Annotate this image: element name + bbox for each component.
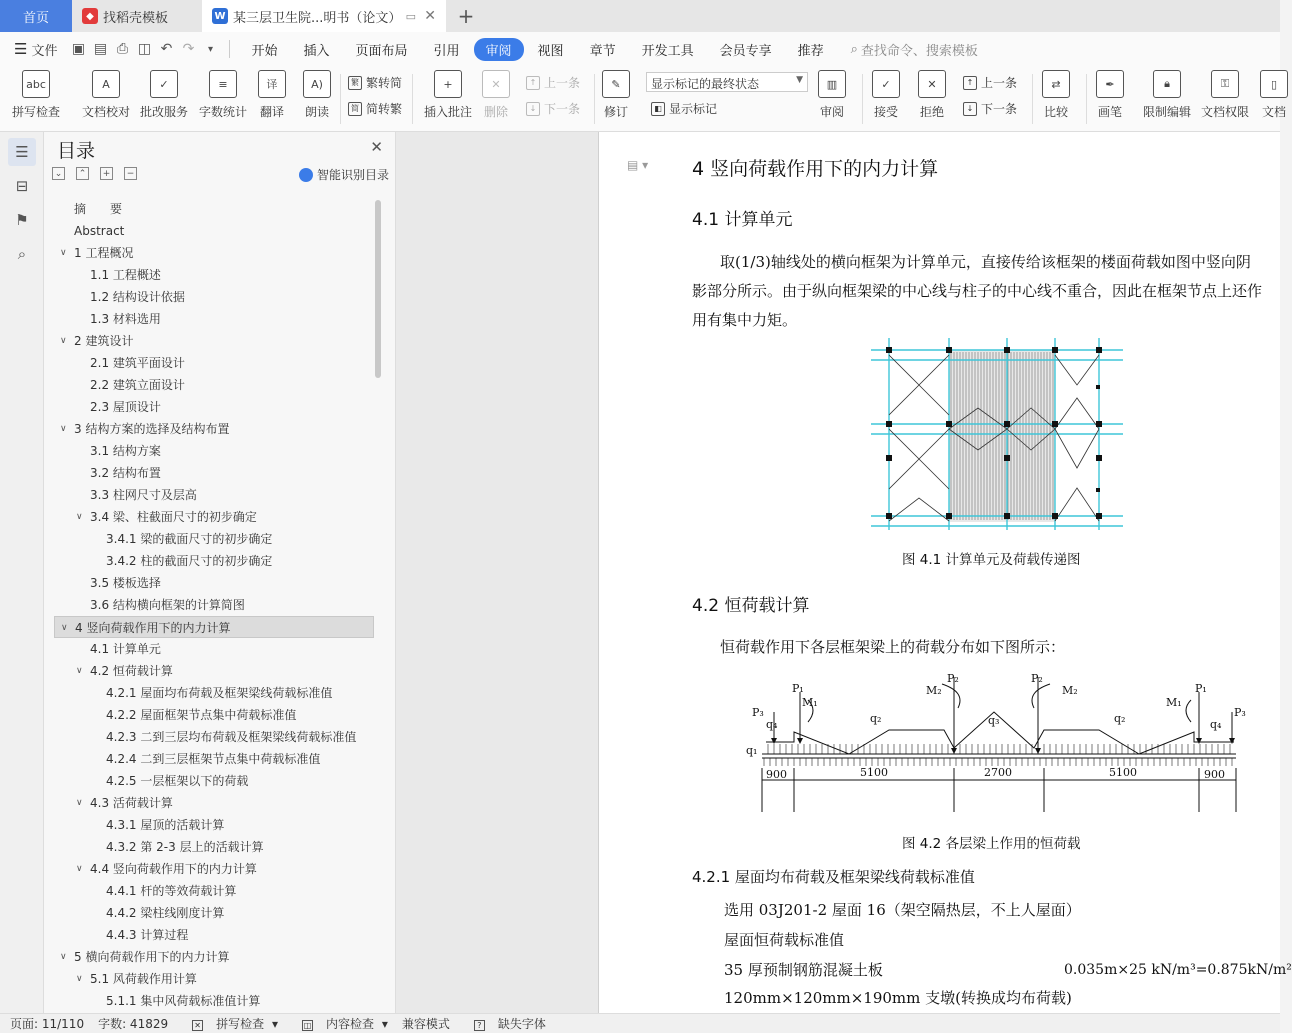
lock-icon: 🔒︎ <box>1153 70 1181 98</box>
toc-item[interactable] <box>54 198 374 220</box>
remove-icon[interactable]: − <box>124 167 137 180</box>
toc-panel-icon[interactable]: ☰ <box>8 138 36 166</box>
toc-item[interactable] <box>54 858 374 880</box>
trad-conv-label: 繁转简 <box>366 76 403 90</box>
heading-4-1: 4.1 计算单元 <box>692 210 793 230</box>
dim-label: 5100 <box>860 766 888 779</box>
toc-item[interactable] <box>54 616 374 638</box>
p2-label: P₂ <box>1031 672 1043 685</box>
command-search-placeholder: 查找命令、搜索模板 <box>860 43 978 59</box>
toc-item-label: 4.2.5 一层框架以下的荷载 <box>106 774 249 788</box>
pen-icon: ✒ <box>1096 70 1124 98</box>
revise-button[interactable] <box>602 70 630 120</box>
prev-change-icon: ↑ <box>963 76 977 90</box>
toc-item-label: 1.2 结构设计依据 <box>90 290 185 304</box>
toc-item[interactable] <box>54 484 374 506</box>
divider <box>412 74 413 124</box>
file-menu[interactable] <box>14 40 57 59</box>
read-aloud-label: 朗读 <box>304 105 329 119</box>
spellcheck-status[interactable]: ✕ 拼写检查 ▾ <box>182 1015 278 1032</box>
tab-developer[interactable]: 开发工具 <box>641 43 694 59</box>
tab-home-label: 首页 <box>22 10 49 26</box>
docer-icon: ◆ <box>82 8 98 24</box>
tab-view[interactable]: 视图 <box>537 43 564 59</box>
delete-comment-label: 删除 <box>483 105 508 119</box>
toc-item-label: 4.2.4 二到三层框架节点集中荷载标准值 <box>106 752 321 766</box>
tab-home[interactable] <box>0 0 72 32</box>
doc-more-label: 文档 <box>1261 105 1286 119</box>
command-search[interactable] <box>851 40 978 59</box>
toc-item-label: 4.3 活荷载计算 <box>90 796 173 810</box>
smart-toc-label: 智能识别目录 <box>316 168 389 182</box>
spellcheck-icon: abc <box>22 70 50 98</box>
simp-to-trad-button[interactable] <box>348 100 402 117</box>
status-bar <box>0 1013 1280 1033</box>
translate-icon: 译 <box>258 70 286 98</box>
toc-item[interactable] <box>54 814 374 836</box>
toc-item[interactable] <box>54 946 374 968</box>
toc-item-label: 3.1 结构方案 <box>90 444 161 458</box>
toc-item-label: 3.4.2 柱的截面尺寸的初步确定 <box>106 554 273 568</box>
toc-item[interactable] <box>54 594 374 616</box>
toc-item[interactable] <box>54 682 374 704</box>
dead-load-diagram <box>744 672 1244 822</box>
prev-change-label: 上一条 <box>981 76 1018 90</box>
next-comment-button[interactable] <box>526 100 580 117</box>
restrict-edit-button[interactable] <box>1143 70 1191 120</box>
m2-label: M₂ <box>926 684 942 697</box>
prev-comment-button[interactable] <box>526 74 580 91</box>
chapter-nav-icon[interactable]: ⊟ <box>15 177 29 195</box>
paragraph-line: 用有集中力矩。 <box>692 311 798 329</box>
tab-document[interactable] <box>202 0 446 32</box>
search-icon: ⌕ <box>850 41 858 57</box>
tab-review[interactable]: 审阅 <box>474 38 524 61</box>
undo-icon[interactable]: ↶ <box>160 41 173 57</box>
translate-button[interactable] <box>258 70 286 120</box>
chevron-down-icon[interactable]: ∨ <box>60 424 67 434</box>
toc-item-label: 4.1 计算单元 <box>90 642 161 656</box>
doc-permission-label: 文档权限 <box>1201 105 1250 119</box>
file-menu-label: 文件 <box>31 43 58 59</box>
compare-label: 比较 <box>1043 105 1068 119</box>
toc-item[interactable] <box>54 902 374 924</box>
toc-item[interactable] <box>54 924 374 946</box>
prev-comment-label: 上一条 <box>544 76 581 90</box>
smart-toc-button[interactable] <box>299 166 389 183</box>
next-change-icon: ↓ <box>963 102 977 116</box>
m1-label: M₁ <box>802 696 818 709</box>
toc-item[interactable] <box>54 528 374 550</box>
search-icon[interactable]: ⌕ <box>17 245 27 263</box>
toc-item[interactable] <box>54 968 374 990</box>
show-markup-button[interactable] <box>651 100 717 117</box>
page-indicator[interactable]: 页面: 11/110 <box>10 1017 85 1031</box>
chevron-down-icon[interactable]: ∨ <box>76 864 83 874</box>
toc-item-label: 3.3 柱网尺寸及层高 <box>90 488 197 502</box>
q4-label: q₄ <box>1210 718 1222 731</box>
content-check-icon: ◫ <box>303 1021 312 1030</box>
chevron-down-icon[interactable]: ▾ <box>207 43 213 55</box>
toc-item-label: Abstract <box>74 224 125 238</box>
toc-item-label: 4.2.2 屋面框架节点集中荷载标准值 <box>106 708 297 722</box>
toc-item[interactable] <box>54 220 374 242</box>
comment-icon: + <box>434 70 462 98</box>
word-count-button[interactable] <box>199 70 247 120</box>
show-markup-icon: ◧ <box>651 102 665 116</box>
missing-font-icon: ? <box>474 1020 485 1031</box>
p3-label: P₃ <box>752 706 764 719</box>
add-icon[interactable]: + <box>100 167 113 180</box>
accept-label: 接受 <box>873 105 898 119</box>
compat-mode: 兼容模式 <box>401 1017 450 1031</box>
doc-proof-button[interactable] <box>82 70 130 120</box>
tab-member[interactable]: 会员专享 <box>719 43 772 59</box>
missing-font-label: 缺失字体 <box>497 1017 546 1031</box>
p2-label: P₂ <box>947 672 959 685</box>
toc-item-label: 4.4 竖向荷载作用下的内力计算 <box>90 862 257 876</box>
divider <box>229 40 230 58</box>
pen-button[interactable] <box>1096 70 1124 120</box>
m1-label: M₁ <box>1166 696 1182 709</box>
toc-item-label: 5.1 风荷载作用计算 <box>90 972 197 986</box>
toc-item-label: 4.4.1 杆的等效荷载计算 <box>106 884 237 898</box>
reject-label: 拒绝 <box>919 105 944 119</box>
tab-bar <box>0 0 1280 32</box>
toc-item[interactable] <box>54 506 374 528</box>
simp-conv-label: 简转繁 <box>366 102 403 116</box>
toc-item-label: 2.3 屋顶设计 <box>90 400 161 414</box>
divider <box>340 74 341 124</box>
doc-permission-icon: ⚿ <box>1211 70 1239 98</box>
chevron-down-icon[interactable]: ∨ <box>76 512 83 522</box>
revise-icon: ✎ <box>602 70 630 98</box>
paragraph-line: 35 厚预制钢筋混凝土板 <box>724 961 883 979</box>
divider <box>862 74 863 124</box>
paragraph-line: 恒荷载作用下各层框架梁上的荷载分布如下图所示： <box>720 638 1066 656</box>
toc-item[interactable] <box>54 836 374 858</box>
heading-4-2-1: 4.2.1 屋面均布荷载及框架梁线荷载标准值 <box>692 868 975 886</box>
trad-to-simp-button[interactable] <box>348 74 402 91</box>
prev-change-button[interactable] <box>963 74 1017 91</box>
heading-chapter-4: 4 竖向荷载作用下的内力计算 <box>692 158 939 180</box>
paragraph-line: 影部分所示。由于纵向框架梁的中心线与柱子的中心线不重合，因此在框架节点上还作 <box>692 282 1263 300</box>
heading-4-2: 4.2 恒荷载计算 <box>692 596 810 616</box>
wps-writer-icon: W <box>212 8 228 24</box>
chevron-down-icon[interactable]: ∨ <box>60 336 67 346</box>
dim-label: 5100 <box>1109 766 1137 779</box>
simp-trad-icon: 简 <box>348 102 362 116</box>
toc-item[interactable] <box>54 418 374 440</box>
chevron-down-icon[interactable]: ∨ <box>76 798 83 808</box>
toc-item[interactable] <box>54 726 374 748</box>
dim-label: 900 <box>766 768 787 781</box>
toc-item[interactable] <box>54 638 374 660</box>
tab-layout[interactable]: 页面布局 <box>355 43 408 59</box>
toc-item-label: 3.4 梁、柱截面尺寸的初步确定 <box>90 510 257 524</box>
toc-item[interactable] <box>54 440 374 462</box>
hamburger-icon: ☰ <box>14 40 28 58</box>
word-count-icon: ≡ <box>209 70 237 98</box>
toc-item[interactable] <box>54 770 374 792</box>
tab-section[interactable]: 章节 <box>589 43 616 59</box>
q2-label: q₂ <box>870 712 882 725</box>
spellcheck-label: 拼写检查 <box>12 105 61 119</box>
collapse-icon[interactable]: ⌄ <box>52 167 65 180</box>
print-preview-icon[interactable]: ◫ <box>137 41 152 57</box>
toc-item-label: 4.2.1 屋面均布荷载及框架梁线荷载标准值 <box>106 686 333 700</box>
toc-item-label: 4.4.2 梁柱线刚度计算 <box>106 906 225 920</box>
review-pane-label: 审阅 <box>819 105 844 119</box>
tab-insert[interactable]: 插入 <box>303 43 330 59</box>
reject-button[interactable] <box>918 70 946 120</box>
toc-item-label: 2 建筑设计 <box>74 334 134 348</box>
print-icon[interactable]: ⎙ <box>116 41 129 57</box>
read-aloud-icon: A) <box>303 70 331 98</box>
toc-item[interactable] <box>54 704 374 726</box>
review-pane-icon: ▥ <box>818 70 846 98</box>
window-icon[interactable]: ▭ <box>405 9 416 23</box>
toc-item-label: 3 结构方案的选择及结构布置 <box>74 422 230 436</box>
doc-more-button[interactable] <box>1260 70 1288 120</box>
review-ribbon <box>0 66 1286 132</box>
toc-item-label: 2.1 建筑平面设计 <box>90 356 185 370</box>
delete-comment-button[interactable] <box>482 70 510 120</box>
prev-comment-icon: ↑ <box>526 76 540 90</box>
reject-icon: ✕ <box>918 70 946 98</box>
read-aloud-button[interactable] <box>303 70 331 120</box>
toc-item[interactable] <box>54 550 374 572</box>
load-transfer-plan-figure <box>871 338 1123 530</box>
bookmark-icon[interactable]: ⚑ <box>15 211 29 229</box>
next-comment-label: 下一条 <box>544 102 581 116</box>
divider <box>1032 74 1033 124</box>
toc-item-label: 1 工程概况 <box>74 246 134 260</box>
doc-proof-label: 文档校对 <box>82 105 131 119</box>
next-comment-icon: ↓ <box>526 102 540 116</box>
spellcheck-button[interactable] <box>12 70 60 120</box>
revise-label: 修订 <box>603 105 628 119</box>
tab-template[interactable] <box>72 0 202 32</box>
tab-reference[interactable]: 引用 <box>433 43 460 59</box>
insert-comment-button[interactable] <box>424 70 472 120</box>
document-page[interactable] <box>598 132 1292 1013</box>
tab-start[interactable]: 开始 <box>251 43 278 59</box>
toc-item-label: 4.3.1 屋顶的活载计算 <box>106 818 225 832</box>
toc-item[interactable] <box>54 374 374 396</box>
accept-button[interactable] <box>872 70 900 120</box>
toc-item-label: 2.2 建筑立面设计 <box>90 378 185 392</box>
chevron-down-icon[interactable]: ∨ <box>76 974 83 984</box>
toc-title: 目录 <box>57 140 96 162</box>
toc-item-label: 3.2 结构布置 <box>90 466 161 480</box>
redo-icon[interactable]: ↷ <box>182 41 195 57</box>
markup-state-select[interactable] <box>646 72 808 92</box>
figure-4-1-caption: 图 4.1 计算单元及荷载传递图 <box>902 552 1081 568</box>
p1-label: P₁ <box>792 682 804 695</box>
toc-item[interactable] <box>54 352 374 374</box>
toc-item-label: 5 横向荷载作用下的内力计算 <box>74 950 230 964</box>
toc-item-label: 4.2 恒荷载计算 <box>90 664 173 678</box>
expand-icon[interactable]: ⌃ <box>76 167 89 180</box>
spellcheck-status-label: 拼写检查 <box>216 1017 265 1031</box>
divider <box>1086 74 1087 124</box>
doc-icon: ▯ <box>1260 70 1288 98</box>
toc-item[interactable] <box>54 330 374 352</box>
chevron-down-icon[interactable]: ∨ <box>60 248 67 258</box>
tab-recommend[interactable]: 推荐 <box>797 43 824 59</box>
paragraph-line: 选用 03J201-2 屋面 16（架空隔热层，不上人屋面） <box>724 901 1081 919</box>
paragraph-line: 屋面恒荷载标准值 <box>724 931 845 949</box>
chevron-down-icon: ▼ <box>796 75 803 85</box>
batch-review-icon: ✓ <box>150 70 178 98</box>
q4-label: q₄ <box>766 718 778 731</box>
compare-button[interactable] <box>1042 70 1070 120</box>
save-icon[interactable]: ▣ <box>71 41 86 57</box>
export-pdf-icon[interactable]: ▤ <box>93 41 108 57</box>
smart-icon <box>299 168 313 182</box>
toc-item-label: 1.3 材料选用 <box>90 312 161 326</box>
review-pane-button[interactable] <box>818 70 846 120</box>
content-check-label: 内容检查 <box>325 1017 374 1031</box>
word-count-label: 字数统计 <box>199 105 248 119</box>
toc-item-label: 5.1.1 集中风荷载标准值计算 <box>106 994 261 1008</box>
tab-template-label: 找稻壳模板 <box>103 10 169 26</box>
toc-item[interactable] <box>54 264 374 286</box>
batch-review-label: 批改服务 <box>140 105 189 119</box>
toc-scrollbar[interactable] <box>375 200 381 378</box>
page-gutter <box>396 132 598 1013</box>
toc-item[interactable] <box>54 748 374 770</box>
toc-item[interactable] <box>54 660 374 682</box>
q2-label: q₂ <box>1114 712 1126 725</box>
toc-item[interactable] <box>54 880 374 902</box>
paragraph-line: 取(1/3)轴线处的横向框架为计算单元，直接传给该框架的楼面荷载如图中竖向阴 <box>720 253 1251 271</box>
toc-list <box>54 198 374 1012</box>
toc-item-label: 1.1 工程概述 <box>90 268 161 282</box>
toc-panel <box>44 132 396 1013</box>
toc-item[interactable] <box>54 990 374 1012</box>
new-tab-button[interactable]: + <box>457 4 475 28</box>
word-count[interactable]: 字数: 41829 <box>98 1017 169 1031</box>
tab-document-label: 某三层卫生院...明书（论文） <box>233 10 402 26</box>
nav-rail <box>0 132 44 1013</box>
dim-label: 900 <box>1204 768 1225 781</box>
toc-item-label: 摘 要 <box>74 202 123 216</box>
paragraph-line: 120mm×120mm×190mm 支墩(转换成均布荷载) <box>724 989 1072 1007</box>
toc-item-label: 3.6 结构横向框架的计算简图 <box>90 598 245 612</box>
toc-item-label: 4 竖向荷载作用下的内力计算 <box>75 621 231 635</box>
close-icon[interactable]: ✕ <box>370 138 383 156</box>
toc-item[interactable] <box>54 308 374 330</box>
missing-font-status[interactable] <box>464 1015 550 1032</box>
toc-item[interactable] <box>54 286 374 308</box>
toc-item-label: 4.3.2 第 2-3 层上的活载计算 <box>106 840 264 854</box>
toc-item[interactable] <box>54 572 374 594</box>
toc-item-label: 3.5 楼板选择 <box>90 576 161 590</box>
divider <box>594 74 595 124</box>
insert-comment-label: 插入批注 <box>424 105 473 119</box>
m2-label: M₂ <box>1062 684 1078 697</box>
doc-permission-button[interactable] <box>1201 70 1249 120</box>
toc-item-label: 3.4.1 梁的截面尺寸的初步确定 <box>106 532 273 546</box>
next-change-button[interactable] <box>963 100 1017 117</box>
trad-simp-icon: 繁 <box>348 76 362 90</box>
toc-item[interactable] <box>54 792 374 814</box>
toc-item[interactable] <box>54 242 374 264</box>
figure-4-2-caption: 图 4.2 各层梁上作用的恒荷载 <box>902 836 1081 852</box>
q3-label: q₃ <box>988 714 1000 727</box>
toc-toolbar <box>52 167 148 180</box>
paragraph-icon[interactable]: ▤ ▾ <box>627 158 649 172</box>
show-markup-label: 显示标记 <box>669 102 718 116</box>
dim-label: 2700 <box>984 766 1012 779</box>
next-change-label: 下一条 <box>981 102 1018 116</box>
menu-bar <box>0 32 1280 66</box>
chevron-down-icon[interactable]: ∨ <box>76 666 83 676</box>
delete-comment-icon: ✕ <box>482 70 510 98</box>
chevron-down-icon[interactable]: ∨ <box>61 623 68 633</box>
toc-item[interactable] <box>54 396 374 418</box>
p3-label: P₃ <box>1234 706 1246 719</box>
restrict-edit-label: 限制编辑 <box>1143 105 1192 119</box>
spellcheck-icon: ✕ <box>192 1020 203 1031</box>
q1-label: q₁ <box>746 744 758 757</box>
toc-item-label: 4.4.3 计算过程 <box>106 928 189 942</box>
p1-label: P₁ <box>1195 682 1207 695</box>
batch-review-button[interactable] <box>140 70 188 120</box>
toc-item-label: 4.2.3 二到三层均布荷载及框架梁线荷载标准值 <box>106 730 357 744</box>
pen-label: 画笔 <box>1097 105 1122 119</box>
doc-proof-icon: A <box>92 70 120 98</box>
accept-icon: ✓ <box>872 70 900 98</box>
translate-label: 翻译 <box>259 105 284 119</box>
markup-state-value: 显示标记的最终状态 <box>651 77 760 91</box>
close-icon[interactable]: ✕ <box>424 8 436 24</box>
toc-item[interactable] <box>54 462 374 484</box>
compare-icon: ⇄ <box>1042 70 1070 98</box>
chevron-down-icon[interactable]: ∨ <box>60 952 67 962</box>
paragraph-line: 0.035m×25 kN/m³=0.875kN/m² <box>1064 962 1292 978</box>
content-check-status[interactable]: ◫ 内容检查 ▾ <box>303 1017 388 1031</box>
